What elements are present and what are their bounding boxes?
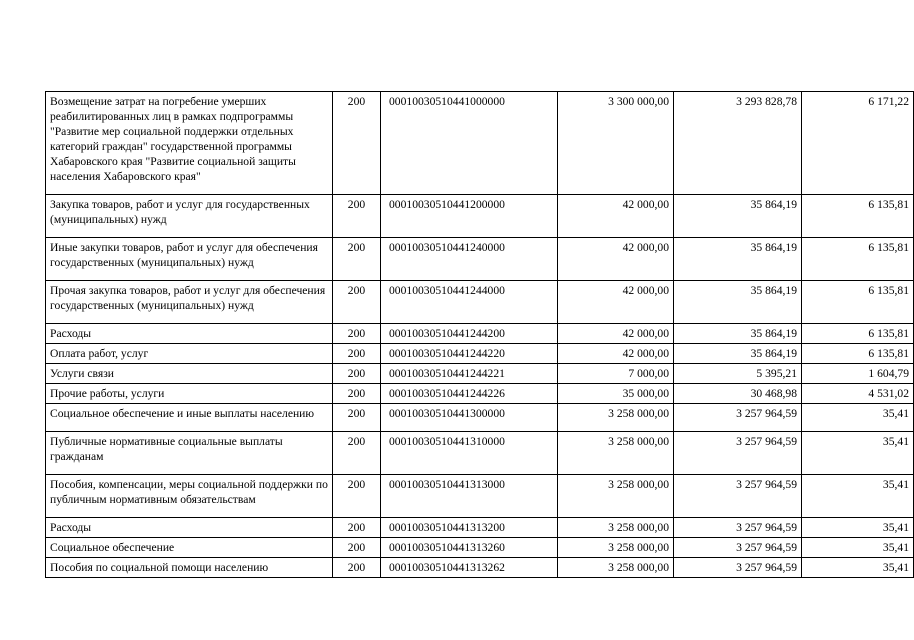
expense-name-cell: Расходы [46, 518, 333, 538]
budget-execution-table [45, 91, 914, 578]
table-row [46, 92, 914, 195]
approved-amount-cell: 3 258 000,00 [558, 432, 674, 475]
unexecuted-amount-cell: 6 171,22 [802, 92, 914, 195]
line-code-cell: 200 [333, 558, 381, 578]
expense-name-cell: Расходы [46, 324, 333, 344]
expense-name-cell: Публичные нормативные социальные выплаты гражданам [46, 432, 333, 475]
executed-amount-cell: 35 864,19 [674, 281, 802, 324]
table-row [46, 281, 914, 324]
unexecuted-amount-cell: 35,41 [802, 475, 914, 518]
table-row [46, 404, 914, 432]
unexecuted-amount-cell: 6 135,81 [802, 238, 914, 281]
budget-classification-code-cell: 00010030510441244000 [381, 281, 558, 324]
table-row [46, 558, 914, 578]
budget-classification-code-cell: 00010030510441244220 [381, 344, 558, 364]
expense-name-cell: Оплата работ, услуг [46, 344, 333, 364]
expense-name-cell: Социальное обеспечение и иные выплаты населению [46, 404, 333, 432]
table-row [46, 384, 914, 404]
executed-amount-cell: 3 257 964,59 [674, 558, 802, 578]
table-row [46, 475, 914, 518]
executed-amount-cell: 3 257 964,59 [674, 432, 802, 475]
approved-amount-cell: 42 000,00 [558, 195, 674, 238]
approved-amount-cell: 42 000,00 [558, 281, 674, 324]
unexecuted-amount-cell: 35,41 [802, 538, 914, 558]
line-code-cell: 200 [333, 538, 381, 558]
budget-classification-code-cell: 00010030510441244221 [381, 364, 558, 384]
unexecuted-amount-cell: 35,41 [802, 404, 914, 432]
expense-name-cell: Прочие работы, услуги [46, 384, 333, 404]
approved-amount-cell: 3 258 000,00 [558, 404, 674, 432]
line-code-cell: 200 [333, 195, 381, 238]
line-code-cell: 200 [333, 518, 381, 538]
approved-amount-cell: 3 300 000,00 [558, 92, 674, 195]
budget-classification-code-cell: 00010030510441200000 [381, 195, 558, 238]
approved-amount-cell: 42 000,00 [558, 344, 674, 364]
line-code-cell: 200 [333, 281, 381, 324]
expense-name-cell: Закупка товаров, работ и услуг для государственных (муниципальных) нужд [46, 195, 333, 238]
budget-classification-code-cell: 00010030510441240000 [381, 238, 558, 281]
budget-classification-code-cell: 00010030510441244200 [381, 324, 558, 344]
budget-classification-code-cell: 00010030510441313000 [381, 475, 558, 518]
line-code-cell: 200 [333, 238, 381, 281]
budget-classification-code-cell: 00010030510441310000 [381, 432, 558, 475]
executed-amount-cell: 3 257 964,59 [674, 475, 802, 518]
line-code-cell: 200 [333, 364, 381, 384]
approved-amount-cell: 3 258 000,00 [558, 518, 674, 538]
executed-amount-cell: 35 864,19 [674, 195, 802, 238]
executed-amount-cell: 35 864,19 [674, 238, 802, 281]
expense-name-cell: Социальное обеспечение [46, 538, 333, 558]
table-row [46, 324, 914, 344]
line-code-cell: 200 [333, 384, 381, 404]
unexecuted-amount-cell: 35,41 [802, 432, 914, 475]
unexecuted-amount-cell: 4 531,02 [802, 384, 914, 404]
expense-name-cell: Пособия, компенсации, меры социальной поддержки по публичным нормативным обязательствам [46, 475, 333, 518]
approved-amount-cell: 7 000,00 [558, 364, 674, 384]
budget-classification-code-cell: 00010030510441313200 [381, 518, 558, 538]
expense-name-cell: Иные закупки товаров, работ и услуг для обеспечения государственных (муниципальных) нужд [46, 238, 333, 281]
unexecuted-amount-cell: 1 604,79 [802, 364, 914, 384]
executed-amount-cell: 3 257 964,59 [674, 404, 802, 432]
unexecuted-amount-cell: 35,41 [802, 558, 914, 578]
line-code-cell: 200 [333, 404, 381, 432]
budget-classification-code-cell: 00010030510441244226 [381, 384, 558, 404]
executed-amount-cell: 3 293 828,78 [674, 92, 802, 195]
budget-classification-code-cell: 00010030510441313262 [381, 558, 558, 578]
approved-amount-cell: 3 258 000,00 [558, 558, 674, 578]
budget-classification-code-cell: 00010030510441300000 [381, 404, 558, 432]
table-row [46, 432, 914, 475]
unexecuted-amount-cell: 6 135,81 [802, 195, 914, 238]
expense-name-cell: Прочая закупка товаров, работ и услуг для обеспечения государственных (муниципальных) нужд [46, 281, 333, 324]
unexecuted-amount-cell: 6 135,81 [802, 344, 914, 364]
executed-amount-cell: 3 257 964,59 [674, 538, 802, 558]
table-row [46, 538, 914, 558]
line-code-cell: 200 [333, 432, 381, 475]
executed-amount-cell: 35 864,19 [674, 344, 802, 364]
approved-amount-cell: 42 000,00 [558, 324, 674, 344]
expense-name-cell: Пособия по социальной помощи населению [46, 558, 333, 578]
approved-amount-cell: 3 258 000,00 [558, 475, 674, 518]
budget-classification-code-cell: 00010030510441313260 [381, 538, 558, 558]
unexecuted-amount-cell: 6 135,81 [802, 324, 914, 344]
executed-amount-cell: 5 395,21 [674, 364, 802, 384]
unexecuted-amount-cell: 6 135,81 [802, 281, 914, 324]
unexecuted-amount-cell: 35,41 [802, 518, 914, 538]
executed-amount-cell: 30 468,98 [674, 384, 802, 404]
budget-classification-code-cell: 00010030510441000000 [381, 92, 558, 195]
line-code-cell: 200 [333, 344, 381, 364]
line-code-cell: 200 [333, 324, 381, 344]
table-row [46, 195, 914, 238]
table-row [46, 518, 914, 538]
approved-amount-cell: 3 258 000,00 [558, 538, 674, 558]
line-code-cell: 200 [333, 475, 381, 518]
table-row [46, 344, 914, 364]
table-row [46, 364, 914, 384]
expense-name-cell: Услуги связи [46, 364, 333, 384]
line-code-cell: 200 [333, 92, 381, 195]
approved-amount-cell: 35 000,00 [558, 384, 674, 404]
executed-amount-cell: 35 864,19 [674, 324, 802, 344]
executed-amount-cell: 3 257 964,59 [674, 518, 802, 538]
table-row [46, 238, 914, 281]
expense-name-cell: Возмещение затрат на погребение умерших реабилитированных лиц в рамках подпрограммы "Развитие мер социальной поддержки отдельных категорий граждан" государственной программы Хабаровского края "Развитие социальной защиты населения Хабаровского края" [46, 92, 333, 195]
table-body [46, 92, 914, 578]
approved-amount-cell: 42 000,00 [558, 238, 674, 281]
